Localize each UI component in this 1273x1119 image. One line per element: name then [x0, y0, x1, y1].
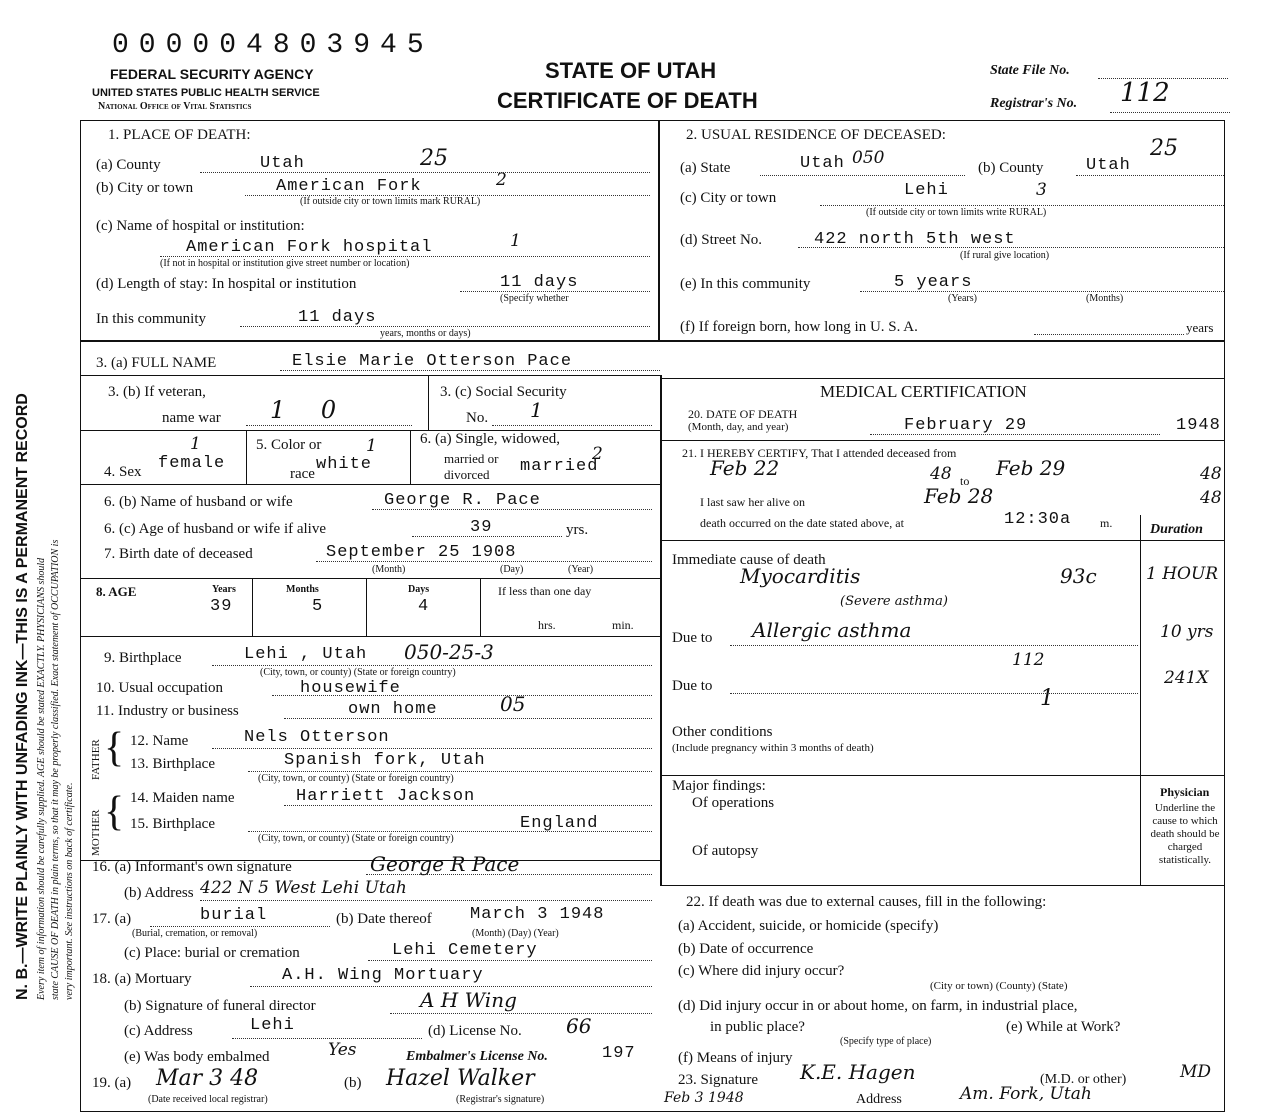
birthplace: Lehi , Utah [244, 645, 368, 664]
sex-code: 1 [190, 434, 201, 454]
embalmed-label: (e) Was body embalmed [124, 1049, 270, 1065]
attended-to-label: to [960, 474, 970, 488]
burial-date-note: (Month) (Day) (Year) [472, 928, 559, 939]
external-d-note: (Specify type of place) [840, 1036, 932, 1047]
attended-to: Feb 29 [996, 456, 1066, 480]
marital-label: 6. (a) Single, widowed, [420, 431, 560, 447]
burial-label: 17. (a) [92, 911, 132, 927]
received-label: 19. (a) [92, 1075, 132, 1091]
medical-title: MEDICAL CERTIFICATION [820, 382, 1027, 401]
pod-stay: 11 days [500, 273, 579, 292]
marital-sub-1: married or [444, 451, 499, 466]
external-a: (a) Accident, suicide, or homicide (specify) [678, 918, 939, 934]
autopsy-label: Of autopsy [692, 843, 759, 859]
attended-from: Feb 22 [710, 456, 780, 480]
immediate-code: 93c [1060, 564, 1097, 588]
mortuary: A.H. Wing Mortuary [282, 966, 484, 985]
industry-label: 11. Industry or business [96, 703, 239, 719]
age-days: 4 [418, 597, 430, 616]
ss-value: 1 [530, 398, 543, 422]
informant-sig-label: 16. (a) Informant's own signature [92, 859, 292, 875]
embalmer-label: Embalmer's License No. [406, 1049, 548, 1064]
physician-note: Underline the cause to which death should be charged statistically. [1150, 802, 1220, 866]
operations-label: Of operations [692, 795, 775, 811]
res-city-note: (If outside city or town limits write RURAL) [866, 207, 1047, 218]
physician-title: Physician [1160, 785, 1210, 799]
due-to-1-code: 112 [1012, 650, 1045, 670]
spouse-age: 39 [470, 518, 493, 537]
last-seen-year: 48 [1200, 488, 1222, 508]
immediate-duration: 1 HOUR [1146, 564, 1219, 584]
res-state-code: 050 [852, 148, 885, 168]
age-months: 5 [312, 597, 324, 616]
spouse-age-yrs: yrs. [566, 522, 589, 538]
external-c: (c) Where did injury occur? [678, 963, 845, 979]
res-street: 422 north 5th west [814, 230, 1016, 249]
side-instruction-fine-2: state CAUSE OF DEATH in plain terms, so that it may be properly classified. Exact statement of OCCUPATION is [50, 539, 61, 1000]
other-conditions-note: (Include pregnancy within 3 months of death) [672, 742, 874, 754]
sex-label: 4. Sex [104, 464, 142, 480]
md-value: MD [1180, 1062, 1212, 1082]
license-number: 66 [566, 1014, 592, 1038]
birth-year-note: (Year) [568, 564, 594, 575]
physician-signature: K.E. Hagen [800, 1060, 916, 1084]
license-label: (d) License No. [428, 1023, 522, 1039]
service-name: UNITED STATES PUBLIC HEALTH SERVICE [92, 87, 320, 99]
mother-name-label: 14. Maiden name [130, 790, 235, 806]
informant-address: 422 N 5 West Lehi Utah [200, 878, 407, 898]
burial-value: burial [200, 906, 268, 925]
embalmer-license: 197 [602, 1044, 636, 1063]
pod-county-label: (a) County [96, 157, 161, 173]
res-county-code: 25 [1150, 136, 1178, 161]
res-months-note: (Months) [1086, 293, 1124, 304]
burial-date-label: (b) Date thereof [336, 911, 432, 927]
color-value: white [316, 455, 373, 474]
informant-signature: George R Pace [370, 852, 520, 876]
immediate-cause: Myocarditis [740, 564, 861, 588]
burial-note: (Burial, cremation, or removal) [132, 928, 258, 939]
registrar-signature: Hazel Walker [386, 1066, 535, 1091]
informant-addr-label: (b) Address [124, 885, 194, 901]
age-months-head: Months [286, 584, 319, 595]
pod-community-label: In this community [96, 311, 206, 327]
immediate-cause-sub: (Severe asthma) [840, 594, 948, 609]
birth-day-note: (Day) [500, 564, 524, 575]
mother-place-note: (City, town, or county) (State or foreign country) [258, 833, 454, 844]
burial-place: Lehi Cemetery [392, 941, 538, 960]
mortuary-address: Lehi [250, 1016, 295, 1035]
side-instruction-main: N. B.—WRITE PLAINLY WITH UNFADING INK—THIS IS A PERMANENT RECORD [14, 393, 31, 1000]
spouse-age-label: 6. (c) Age of husband or wife if alive [104, 521, 327, 537]
received-note: (Date received local registrar) [148, 1094, 268, 1105]
color-code: 1 [366, 436, 377, 456]
res-city: Lehi [904, 181, 949, 200]
pod-city-label: (b) City or town [96, 180, 194, 196]
attended-to-year: 48 [1200, 464, 1222, 484]
office-name: National Office of Vital Statistics [98, 101, 252, 112]
due-to-2-code: 1 [1040, 686, 1054, 711]
birth-date-label: 7. Birth date of deceased [104, 546, 253, 562]
age-years-head: Years [212, 584, 236, 595]
last-seen: Feb 28 [924, 484, 994, 508]
certify-label: 21. I HEREBY CERTIFY, That I attended deceased from [682, 446, 957, 460]
res-foreign-label: (f) If foreign born, how long in U. S. A. [680, 319, 918, 335]
other-conditions-label: Other conditions [672, 724, 773, 740]
duration-label: Duration [1150, 522, 1203, 537]
age-years: 39 [210, 597, 233, 616]
res-years-note: (Years) [948, 293, 977, 304]
father-name: Nels Otterson [244, 728, 390, 747]
age-hrs: hrs. [538, 618, 556, 632]
father-place-note: (City, town, or county) (State or foreign country) [258, 773, 454, 784]
external-e: (e) While at Work? [1006, 1019, 1121, 1035]
res-street-note: (If rural give location) [960, 250, 1050, 261]
pod-city-code: 2 [496, 170, 507, 190]
date-of-death-year: 1948 [1176, 416, 1221, 435]
due-to-1-duration: 10 yrs [1160, 622, 1214, 642]
birthplace-code: 050-25-3 [404, 640, 494, 664]
pod-stay-label: (d) Length of stay: In hospital or institution [96, 276, 357, 292]
mother-label: MOTHER [90, 809, 102, 856]
res-community: 5 years [894, 273, 973, 292]
time-of-death: 12:30a [1004, 510, 1072, 529]
major-findings-label: Major findings: [672, 778, 766, 794]
director-signature: A H Wing [420, 988, 517, 1012]
pod-community-note: years, months or days) [380, 328, 471, 339]
date-of-death: February 29 [904, 416, 1028, 435]
physician-address: Am. Fork, Utah [960, 1084, 1092, 1104]
age-label: 8. AGE [96, 584, 137, 599]
res-city-code: 3 [1036, 180, 1047, 200]
occupation-label: 10. Usual occupation [96, 680, 224, 696]
side-instruction-fine-3: very important. See instructions on back of certificate. [64, 782, 75, 1000]
external-b: (b) Date of occurrence [678, 941, 814, 957]
agency-name: FEDERAL SECURITY AGENCY [110, 66, 314, 82]
md-label: (M.D. or other) [1040, 1072, 1127, 1087]
pod-county-code: 25 [420, 146, 448, 171]
burial-date: March 3 1948 [470, 905, 605, 924]
state-title: STATE OF UTAH [545, 58, 717, 83]
due-to-2-duration: 241X [1164, 668, 1209, 688]
color-label: 5. Color or [256, 437, 322, 453]
residence-title: 2. USUAL RESIDENCE OF DECEASED: [686, 127, 946, 143]
pod-hospital-label: (c) Name of hospital or institution: [96, 218, 305, 234]
due-to-2-label: Due to [672, 678, 713, 694]
external-c-note: (City or town) (County) (State) [930, 980, 1068, 992]
mother-birth-label: 15. Birthplace [130, 816, 215, 832]
pod-hospital: American Fork hospital [186, 238, 433, 257]
pod-stay-note: (Specify whether [500, 293, 569, 304]
res-street-label: (d) Street No. [680, 232, 763, 248]
signature-label: 23. Signature [678, 1072, 758, 1088]
dod-sub: (Month, day, and year) [688, 421, 789, 433]
received-date: Mar 3 48 [156, 1066, 259, 1091]
director-label: (b) Signature of funeral director [124, 998, 316, 1014]
res-community-label: (e) In this community [680, 276, 811, 292]
immediate-cause-label: Immediate cause of death [672, 552, 826, 568]
pod-hospital-note: (If not in hospital or institution give street number or location) [160, 258, 410, 269]
father-birth-label: 13. Birthplace [130, 756, 215, 772]
father-birthplace: Spanish fork, Utah [284, 751, 486, 770]
pod-hospital-code: 1 [510, 231, 521, 251]
industry: own home [348, 700, 438, 719]
burial-place-label: (c) Place: burial or cremation [124, 945, 300, 961]
res-years-label: years [1186, 320, 1214, 335]
place-of-death-title: 1. PLACE OF DEATH: [108, 127, 251, 143]
sex-value: female [158, 454, 226, 473]
external-title: 22. If death was due to external causes, fill in the following: [686, 894, 1047, 910]
veteran-label: 3. (b) If veteran, [108, 384, 206, 400]
birth-month-note: (Month) [372, 564, 406, 575]
ss-label: 3. (c) Social Security [440, 384, 567, 400]
due-to-1-label: Due to [672, 630, 713, 646]
time-m: m. [1100, 516, 1113, 530]
res-county: Utah [1086, 156, 1131, 175]
occurred-label: death occurred on the date stated above, at [700, 516, 904, 530]
veteran-value: 1 0 [270, 396, 351, 424]
side-instruction-fine-1: Every item of information should be carefully supplied. AGE should be stated EXACTLY. PHYSICIANS should [36, 557, 47, 1000]
spouse-name: George R. Pace [384, 491, 541, 510]
spouse-label: 6. (b) Name of husband or wife [104, 494, 293, 510]
mortuary-address-label: (c) Address [124, 1023, 193, 1039]
birthplace-note: (City, town, or county) (State or foreign country) [260, 667, 456, 678]
birth-date: September 25 1908 [326, 543, 517, 562]
registrar-label: Registrar's No. [990, 96, 1078, 111]
dod-label: 20. DATE OF DEATH [688, 407, 798, 421]
res-city-label: (c) City or town [680, 190, 777, 206]
embalmed-value: Yes [328, 1040, 357, 1060]
birthplace-label: 9. Birthplace [104, 650, 182, 666]
res-state-label: (a) State [680, 160, 731, 176]
occupation: housewife [300, 679, 401, 698]
age-less-label: If less than one day [498, 584, 592, 598]
marital-sub-2: divorced [444, 467, 490, 482]
res-county-label: (b) County [978, 160, 1044, 176]
registrar-sig-label: (b) [344, 1075, 362, 1091]
registrar-number: 112 [1120, 78, 1170, 108]
address-label: Address [856, 1092, 902, 1107]
father-name-label: 12. Name [130, 733, 189, 749]
age-days-head: Days [408, 584, 430, 595]
full-name-label: 3. (a) FULL NAME [96, 355, 217, 371]
veteran-sub: name war [162, 410, 221, 426]
due-to-1: Allergic asthma [752, 618, 912, 642]
pod-community: 11 days [298, 308, 377, 327]
pod-city-note: (If outside city or town limits mark RURAL) [300, 196, 481, 207]
file-stamp: 000004803945 [112, 30, 434, 61]
external-d-1: (d) Did injury occur in or about home, on farm, in industrial place, [678, 998, 1078, 1014]
age-min: min. [612, 618, 634, 632]
ss-sub: No. [466, 410, 489, 426]
marital-code: 2 [592, 444, 603, 464]
physician-sign-date: Feb 3 1948 [664, 1090, 744, 1106]
mortuary-label: 18. (a) Mortuary [92, 971, 192, 987]
last-seen-label: I last saw her alive on [700, 495, 805, 509]
state-file-label: State File No. [990, 63, 1070, 78]
certificate-title: CERTIFICATE OF DEATH [497, 88, 758, 113]
full-name: Elsie Marie Otterson Pace [292, 352, 573, 371]
res-state: Utah [800, 154, 845, 173]
mother-name: Harriett Jackson [296, 787, 476, 806]
external-f: (f) Means of injury [678, 1050, 793, 1066]
color-sub: race [290, 466, 315, 482]
attended-from-year: 48 [930, 464, 952, 484]
pod-city: American Fork [276, 177, 422, 196]
marital-value: married [520, 457, 599, 476]
father-label: FATHER [90, 739, 102, 780]
pod-county: Utah [260, 154, 305, 173]
industry-code: 05 [500, 692, 526, 716]
registrar-note: (Registrar's signature) [456, 1094, 545, 1105]
mother-birthplace: England [520, 814, 599, 833]
external-d-2: in public place? [710, 1019, 805, 1035]
